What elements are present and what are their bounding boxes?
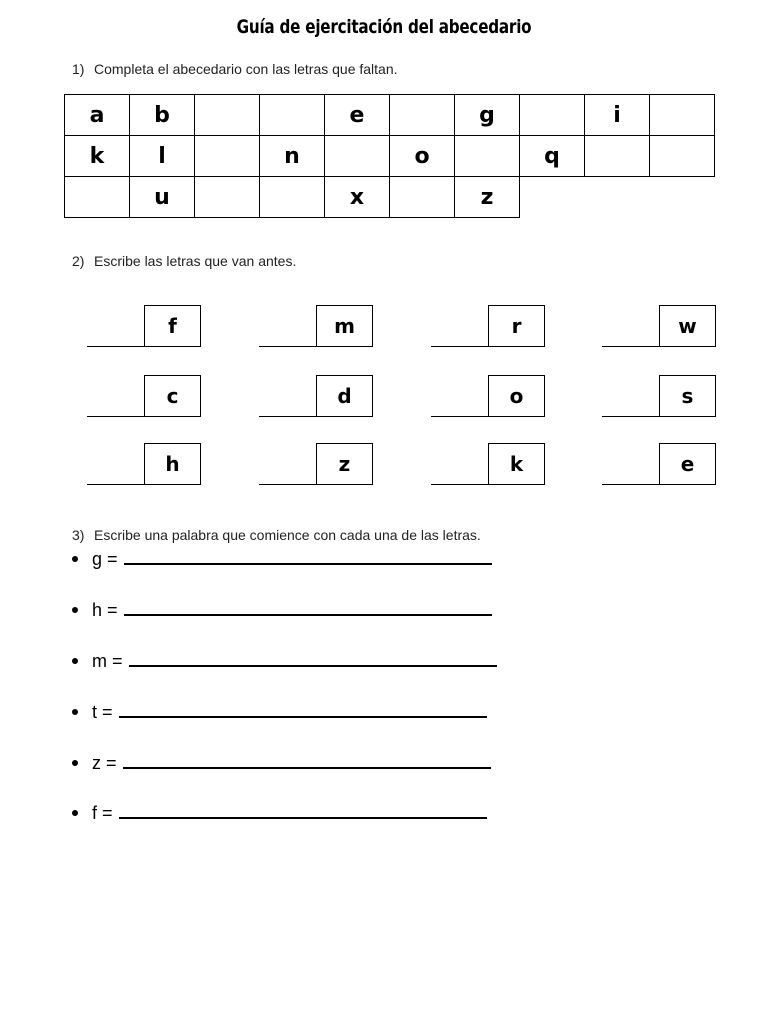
- alphabet-cell[interactable]: b: [130, 95, 195, 136]
- word-item: [72, 753, 491, 774]
- answer-line[interactable]: [259, 484, 317, 485]
- alphabet-row: [65, 136, 715, 177]
- letter-before-pair: [431, 443, 545, 485]
- alphabet-cell[interactable]: [325, 136, 390, 177]
- alphabet-cell[interactable]: z: [455, 177, 520, 218]
- letter-box: e: [659, 443, 716, 485]
- instruction-text: Escribe las letras que van antes.: [94, 253, 297, 269]
- word-answer-line[interactable]: [119, 704, 487, 718]
- alphabet-cell[interactable]: [455, 136, 520, 177]
- word-item: [72, 803, 487, 824]
- alphabet-row: [65, 177, 715, 218]
- instruction-number: 3): [72, 527, 85, 543]
- word-item: [72, 600, 492, 621]
- word-item-label: h =: [92, 600, 118, 620]
- alphabet-cell[interactable]: l: [130, 136, 195, 177]
- answer-line[interactable]: [87, 416, 145, 417]
- word-answer-line[interactable]: [124, 602, 492, 616]
- alphabet-cell[interactable]: a: [65, 95, 130, 136]
- instruction-text: Completa el abecedario con las letras que faltan.: [94, 61, 398, 77]
- word-answer-line[interactable]: [123, 755, 491, 769]
- word-answer-line[interactable]: [129, 653, 497, 667]
- answer-line[interactable]: [87, 484, 145, 485]
- letter-before-pair: [87, 443, 201, 485]
- alphabet-cell[interactable]: [520, 95, 585, 136]
- alphabet-cell[interactable]: [260, 177, 325, 218]
- answer-line[interactable]: [87, 346, 145, 347]
- answer-line[interactable]: [259, 416, 317, 417]
- instruction-3: [72, 527, 481, 543]
- alphabet-cell[interactable]: [390, 95, 455, 136]
- word-answer-line[interactable]: [119, 805, 487, 819]
- bullet-icon: [72, 709, 78, 715]
- bullet-icon: [72, 658, 78, 664]
- alphabet-cell[interactable]: [195, 136, 260, 177]
- empty-cell: [585, 177, 650, 218]
- letter-before-pair: [431, 375, 545, 417]
- alphabet-cell[interactable]: e: [325, 95, 390, 136]
- answer-line[interactable]: [602, 484, 660, 485]
- bullet-icon: [72, 760, 78, 766]
- bullet-icon: [72, 556, 78, 562]
- letter-before-pair: [431, 305, 545, 347]
- word-item-label: f =: [92, 803, 113, 823]
- letter-box: d: [316, 375, 373, 417]
- instruction-2: [72, 253, 296, 269]
- alphabet-cell[interactable]: g: [455, 95, 520, 136]
- alphabet-table: [64, 94, 715, 218]
- instruction-number: 2): [72, 253, 85, 269]
- letter-box: k: [488, 443, 545, 485]
- letter-box: z: [316, 443, 373, 485]
- answer-line[interactable]: [431, 484, 489, 485]
- letter-before-pair: [259, 305, 373, 347]
- word-item: [72, 702, 487, 723]
- alphabet-cell[interactable]: [650, 136, 715, 177]
- word-answer-line[interactable]: [124, 551, 492, 565]
- answer-line[interactable]: [602, 346, 660, 347]
- alphabet-cell[interactable]: u: [130, 177, 195, 218]
- letter-box: h: [144, 443, 201, 485]
- letter-before-pair: [602, 443, 716, 485]
- answer-line[interactable]: [431, 416, 489, 417]
- bullet-icon: [72, 810, 78, 816]
- instruction-1: [72, 61, 398, 77]
- alphabet-cell[interactable]: [650, 95, 715, 136]
- word-item: [72, 549, 492, 570]
- alphabet-cell[interactable]: q: [520, 136, 585, 177]
- alphabet-cell[interactable]: [65, 177, 130, 218]
- alphabet-cell[interactable]: [390, 177, 455, 218]
- letter-box: m: [316, 305, 373, 347]
- letter-box: s: [659, 375, 716, 417]
- word-item-label: g =: [92, 549, 118, 569]
- page-title: Guía de ejercitación del abecedario: [236, 16, 532, 38]
- empty-cell: [520, 177, 585, 218]
- letter-box: c: [144, 375, 201, 417]
- answer-line[interactable]: [431, 346, 489, 347]
- alphabet-cell[interactable]: [195, 95, 260, 136]
- letter-box: w: [659, 305, 716, 347]
- letter-before-pair: [87, 305, 201, 347]
- answer-line[interactable]: [602, 416, 660, 417]
- bullet-icon: [72, 607, 78, 613]
- letter-before-pair: [87, 375, 201, 417]
- alphabet-cell[interactable]: [195, 177, 260, 218]
- instruction-text: Escribe una palabra que comience con cada una de las letras.: [94, 527, 481, 543]
- alphabet-cell[interactable]: i: [585, 95, 650, 136]
- letter-before-pair: [259, 375, 373, 417]
- letter-before-pair: [602, 305, 716, 347]
- word-item-label: z =: [92, 753, 117, 773]
- alphabet-cell[interactable]: x: [325, 177, 390, 218]
- alphabet-cell[interactable]: n: [260, 136, 325, 177]
- letter-before-pair: [259, 443, 373, 485]
- word-item: [72, 651, 497, 672]
- empty-cell: [650, 177, 715, 218]
- alphabet-cell[interactable]: o: [390, 136, 455, 177]
- alphabet-cell[interactable]: [585, 136, 650, 177]
- letter-before-pair: [602, 375, 716, 417]
- alphabet-cell[interactable]: [260, 95, 325, 136]
- alphabet-row: [65, 95, 715, 136]
- letter-box: r: [488, 305, 545, 347]
- letter-box: f: [144, 305, 201, 347]
- word-item-label: m =: [92, 651, 123, 671]
- alphabet-cell[interactable]: k: [65, 136, 130, 177]
- instruction-number: 1): [72, 61, 85, 77]
- letter-box: o: [488, 375, 545, 417]
- answer-line[interactable]: [259, 346, 317, 347]
- word-item-label: t =: [92, 702, 113, 722]
